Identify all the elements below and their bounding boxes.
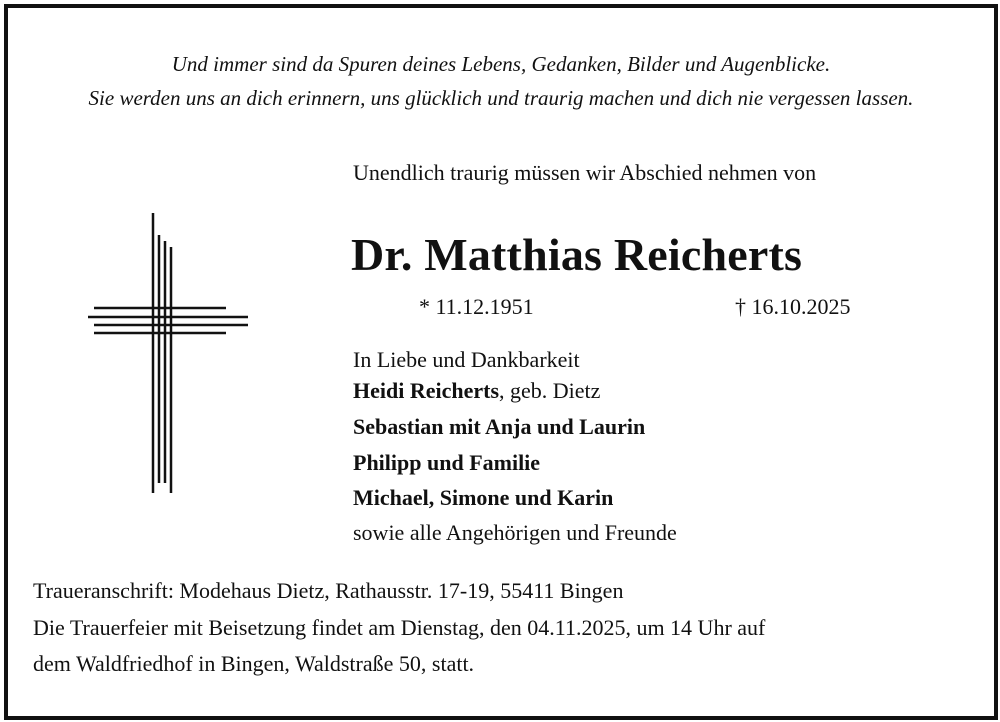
- latin-cross-icon: [88, 213, 258, 498]
- deceased-name: Dr. Matthias Reicherts: [351, 229, 803, 280]
- mourning-address: Traueranschrift: Modehaus Dietz, Rathausstr. 17-19, 55411 Bingen: [33, 578, 624, 603]
- ceremony-info-line-1: Die Trauerfeier mit Beisetzung findet am Dienstag, den 04.11.2025, um 14 Uhr auf: [33, 615, 766, 640]
- ceremony-info-line-2: dem Waldfriedhof in Bingen, Waldstraße 50, statt.: [33, 651, 475, 676]
- obituary-notice: [4, 4, 998, 720]
- mourners-intro: In Liebe und Dankbarkeit: [353, 347, 580, 372]
- mourners-closing: sowie alle Angehörigen und Freunde: [353, 520, 677, 545]
- mourner-line-4: Michael, Simone und Karin: [353, 485, 614, 510]
- mourner-line-1: [353, 378, 600, 404]
- mourner-widow-name: Heidi Reicherts: [353, 378, 500, 403]
- mourner-line-3: Philipp und Familie: [353, 450, 541, 475]
- death-date: † 16.10.2025: [735, 294, 851, 319]
- birth-date: * 11.12.1951: [419, 294, 534, 319]
- mourner-line-2: Sebastian mit Anja und Laurin: [353, 414, 646, 439]
- quote-line-1: Und immer sind da Spuren deines Lebens, Gedanken, Bilder und Augenblicke.: [171, 52, 831, 76]
- quote-line-2: Sie werden uns an dich erinnern, uns glücklich und traurig machen und dich nie vergessen lassen.: [88, 86, 914, 110]
- mourner-widow-suffix: , geb. Dietz: [499, 378, 601, 403]
- announcement-intro: Unendlich traurig müssen wir Abschied nehmen von: [353, 160, 817, 185]
